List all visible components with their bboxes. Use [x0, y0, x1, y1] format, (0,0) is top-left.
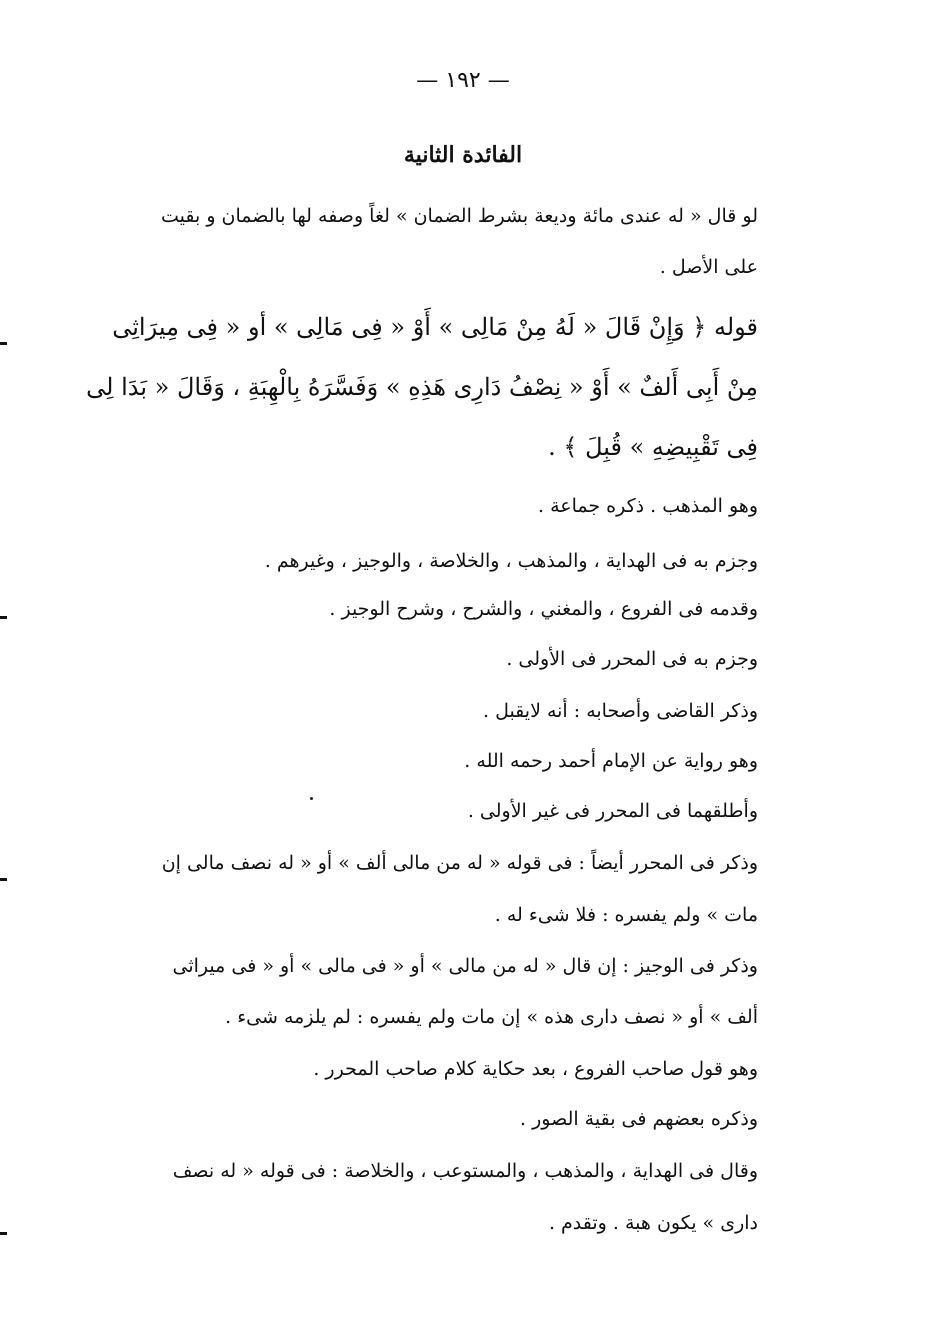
text-line: وقال فى الهداية ، والمذهب ، والمستوعب ، والخلاصة : فى قوله « له نصف — [172, 1160, 758, 1182]
text-line: وقدمه فى الفروع ، والمغني ، والشرح ، وشرح الوجيز . — [329, 598, 758, 620]
scan-speck — [310, 797, 313, 800]
text-line: وهو رواية عن الإمام أحمد رحمه الله . — [464, 750, 758, 772]
margin-mark — [0, 616, 7, 619]
paragraph — [114, 648, 758, 678]
paragraph — [114, 955, 758, 1040]
text-line: وذكره بعضهم فى بقية الصور . — [520, 1108, 758, 1130]
text-line: مِنْ أَبِى أَلفٌ » أَوْ « نِصْفُ دَارِى هَذِهِ » وَفَسَّرَهُ بِالْهِبَةِ ، وَقَالَ « بَدَا لِى — [86, 373, 758, 401]
text-line: وجزم به فى المحرر فى الأولى . — [506, 648, 758, 670]
text-line: لو قال « له عندى مائة وديعة بشرط الضمان » لغاً وصفه لها بالضمان و بقيت — [160, 205, 758, 227]
paragraph — [114, 1058, 758, 1088]
margin-mark — [0, 878, 7, 881]
quoted-passage — [86, 313, 758, 473]
paragraph — [114, 205, 758, 285]
text-line: وجزم به فى الهداية ، والمذهب ، والخلاصة ، والوجيز ، وغيرهم . — [264, 550, 758, 572]
paragraph — [114, 700, 758, 730]
text-line: فِى تَقْبِيضِهِ » قُبِلَ ﴾ . — [548, 433, 758, 461]
margin-mark — [0, 342, 7, 345]
text-line: مات » ولم يفسره : فلا شىء له . — [494, 904, 758, 926]
text-line: دارى » يكون هبة . وتقدم . — [548, 1212, 758, 1234]
text-line: على الأصل . — [659, 256, 758, 278]
paragraph — [114, 598, 758, 628]
text-line: وذكر فى الوجيز : إن قال « له من مالى » أو « فى مالى » أو « فى ميراثى — [172, 955, 758, 977]
paragraph — [114, 750, 758, 780]
text-line: وأطلقهما فى المحرر فى غير الأولى . — [467, 800, 758, 822]
text-line: وهو المذهب . ذكره جماعة . — [538, 495, 758, 517]
paragraph — [114, 800, 758, 830]
text-line: ألف » أو « نصف دارى هذه » إن مات ولم يفسره : لم يلزمه شىء . — [225, 1006, 758, 1028]
paragraph — [114, 852, 758, 937]
text-line: وهو قول صاحب الفروع ، بعد حكاية كلام صاحب المحرر . — [313, 1058, 758, 1080]
section-title: الفائدة الثانية — [403, 142, 523, 168]
paragraph — [114, 495, 758, 525]
paragraph — [114, 550, 758, 580]
text-line: وذكر القاضى وأصحابه : أنه لايقبل . — [482, 700, 758, 722]
paragraph — [114, 1108, 758, 1138]
margin-mark — [0, 1232, 7, 1235]
paragraph — [114, 1160, 758, 1245]
text-line: قوله ﴿ وَإِنْ قَالَ « لَهُ مِنْ مَالِى » أَوْ « فِى مَالِى » أو « فِى مِيرَاثِى — [112, 313, 758, 341]
text-line: وذكر فى المحرر أيضاً : فى قوله « له من مالى ألف » أو « له نصف مالى إن — [161, 852, 758, 874]
page-header: — ١٩٢ — — [416, 68, 510, 93]
